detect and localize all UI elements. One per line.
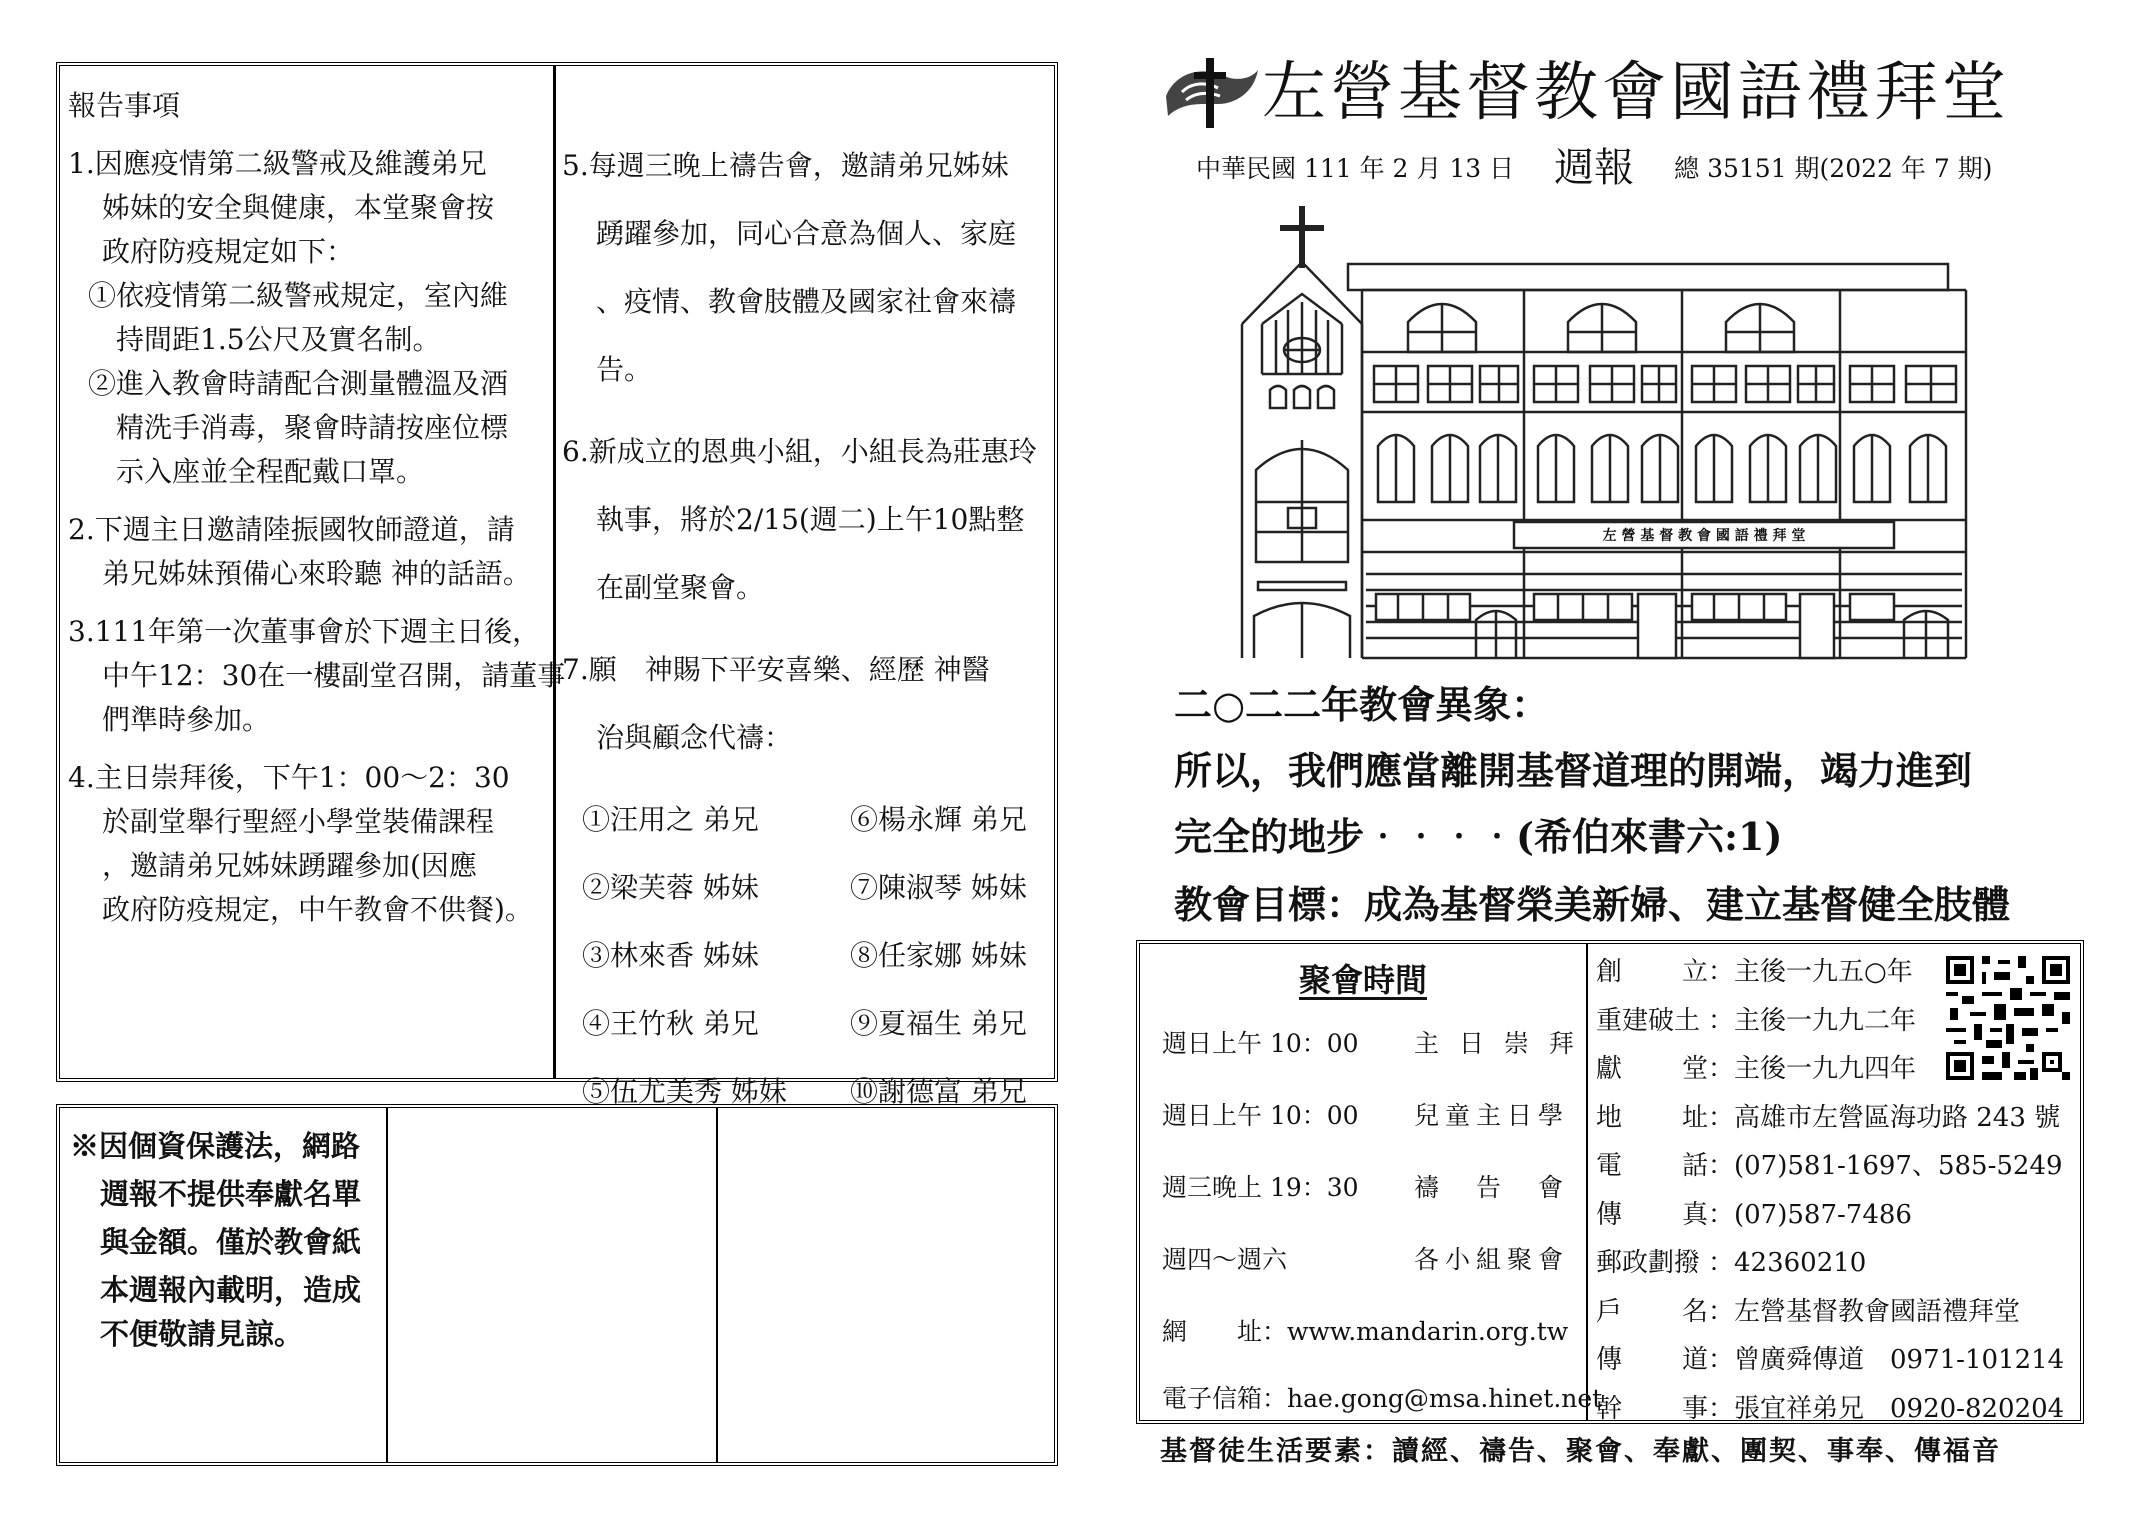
announcement-text: 示入座並全程配戴口罩。 [116, 455, 425, 488]
notice-text: 與金額。僅於教會紙 [100, 1225, 362, 1259]
fact-value: ：主後一九九四年 [1708, 1054, 1917, 1084]
prayer-name: ④王竹秋 弟兄 [582, 1007, 759, 1040]
meeting-time: 週三晚上 19：30 [1162, 1173, 1359, 1202]
church-building-illustration [1218, 202, 2002, 664]
fact-key: 立 [1681, 957, 1708, 987]
announcement-text: 、疫情、教會肢體及國家社會來禱 [596, 285, 1017, 318]
announcement-text: 在副堂聚會。 [596, 571, 765, 604]
fact-key: 事 [1681, 1393, 1708, 1424]
meeting-time: 週四～週六 [1162, 1245, 1288, 1274]
announcement-text: 治與顧念代禱： [596, 721, 793, 754]
website-link[interactable]: 網 址：www.mandarin.org.tw [1162, 1317, 1569, 1346]
meeting-row [1162, 1152, 1586, 1224]
fact-row [1596, 1288, 2080, 1337]
announcement-text: 6.新成立的恩典小組，小組長為莊惠玲 [562, 435, 1037, 468]
issue-number: 總 35151 期(2022 年 7 期) [1674, 154, 1993, 183]
fact-key: 電 [1596, 1151, 1623, 1181]
announcement-text: 精洗手消毒，聚會時請按座位標 [116, 411, 509, 444]
vision-title: 二○二二年教會異象： [1174, 682, 1550, 727]
announcement-text: 執事，將於2/15(週二)上午10點整 [596, 503, 1025, 536]
notice-text: 本週報內載明，造成 [100, 1273, 362, 1307]
fact-key: 道 [1681, 1345, 1708, 1375]
church-logo-icon [1162, 52, 1262, 132]
announcement-text: ，邀請弟兄姊妹踴躍參加(因應 [102, 849, 477, 882]
fact-row [1596, 1094, 2080, 1143]
announcement-item-4 [68, 756, 547, 932]
notice-text: 週報不提供奉獻名單 [100, 1177, 362, 1211]
fact-value: ：張宜祥弟兄 0920-820204 [1708, 1393, 2065, 1424]
fact-key: 傳 [1596, 1199, 1623, 1230]
announcement-text: 3.111年第一次董事會於下週主日後， [68, 615, 541, 648]
announcement-item-2 [68, 508, 547, 596]
fact-value: ：主後一九五○年 [1708, 957, 1913, 987]
building-sign: 左 營 基 督 教 會 國 語 禮 拜 堂 [1602, 528, 1806, 544]
announcement-text: 政府防疫規定，中午教會不供餐)。 [102, 893, 533, 926]
notice-text: 不便敬請見諒。 [100, 1317, 304, 1351]
privacy-notice [60, 1108, 388, 1462]
announcement-text: 踴躍參加，同心合意為個人、家庭 [596, 217, 1017, 250]
fact-key: 戶 [1596, 1296, 1623, 1327]
meeting-time: 週日上午 10：00 [1162, 1101, 1359, 1130]
meeting-name: 主 日 崇 拜 [1414, 1029, 1580, 1058]
meeting-time: 週日上午 10：00 [1162, 1029, 1359, 1058]
announcement-text: 中午12：30在一樓副堂召開，請董事 [102, 659, 566, 692]
notice-text: ※因個資保護法，網路 [70, 1129, 361, 1163]
church-vision [1174, 672, 2084, 940]
meeting-row [1162, 1080, 1586, 1152]
announcement-text: 政府防疫規定如下： [102, 235, 355, 268]
prayer-name: ⑧任家娜 姊妹 [850, 939, 1027, 972]
fact-key: 重建破土 [1596, 1005, 1701, 1036]
prayer-name: ⑨夏福生 弟兄 [850, 1007, 1027, 1040]
announcement-text: 姊妹的安全與健康，本堂聚會按 [102, 191, 495, 224]
fact-value: ：(07)581-1697、585-5249 [1708, 1151, 2063, 1181]
fact-key: 堂 [1681, 1054, 1708, 1084]
issue-info [1196, 146, 1992, 191]
fact-row [1596, 1142, 2080, 1191]
fact-key: 創 [1596, 957, 1623, 987]
christian-life-essentials: 基督徒生活要素：讀經、禱告、聚會、奉獻、團契、事奉、傳福音 [1160, 1436, 2001, 1467]
vision-verse: 完全的地步‧‧‧‧(希伯來書六:1) [1174, 814, 1783, 859]
fact-key: 幹 [1596, 1393, 1623, 1424]
announcement-text: 2.下週主日邀請陸振國牧師證道，請 [68, 513, 515, 546]
empty-cell [718, 1108, 1054, 1462]
meeting-name: 各小組聚會 [1414, 1245, 1570, 1274]
fact-key: 名 [1681, 1296, 1708, 1327]
announcement-text: 於副堂舉行聖經小學堂裝備課程 [102, 805, 495, 838]
announcement-item-1 [68, 142, 547, 494]
issue-date: 中華民國 111 年 2 月 13 日 [1196, 154, 1515, 183]
church-info-box [1136, 940, 2084, 1424]
announcement-text: 持間距1.5公尺及實名制。 [116, 323, 441, 356]
fact-key: 郵政劃撥 [1596, 1248, 1701, 1278]
fact-value: ：左營基督教會國語禮拜堂 [1708, 1296, 2021, 1327]
meeting-times [1140, 944, 1603, 1420]
meeting-name: 禱 告 會 [1414, 1173, 1570, 1202]
prayer-name: ⑥楊永輝 弟兄 [850, 803, 1027, 836]
announcement-item-6 [562, 418, 1048, 622]
fact-value: ：曾廣舜傳道 0971-101214 [1708, 1345, 2065, 1375]
church-goal: 教會目標：成為基督榮美新婦、建立基督健全肢體 [1174, 882, 2011, 927]
announcement-text: 1.因應疫情第二級警戒及維護弟兄 [68, 147, 487, 180]
announcement-text: 4.主日崇拜後，下午1：00～2：30 [68, 761, 510, 794]
fact-key: 獻 [1596, 1054, 1623, 1084]
weekly-label: 週報 [1554, 145, 1635, 191]
fact-key: 址 [1681, 1102, 1708, 1133]
fact-value: ：(07)587-7486 [1708, 1199, 1912, 1230]
announcement-text: ①依疫情第二級警戒規定，室內維 [88, 279, 509, 312]
fact-key: 真 [1681, 1199, 1708, 1230]
announcements-right-column [556, 66, 1054, 1108]
fact-row [1596, 1239, 2080, 1288]
announcement-item-7 [562, 636, 1048, 772]
announcement-text: 5.每週三晚上禱告會，邀請弟兄姊妹 [562, 149, 1009, 182]
fact-key: 話 [1681, 1151, 1708, 1181]
announcement-text: 告。 [596, 353, 653, 386]
prayer-name: ⑦陳淑琴 姊妹 [850, 871, 1027, 904]
email-link[interactable]: 電子信箱：hae.gong@msa.hinet.net [1162, 1384, 1603, 1413]
prayer-name: ⑩謝德富 弟兄 [850, 1075, 1027, 1108]
vision-verse: 所以，我們應當離開基督道理的開端，竭力進到 [1174, 748, 1973, 793]
announcement-text: 弟兄姊妹預備心來聆聽 神的話語。 [102, 557, 531, 590]
announcements-left-column [60, 66, 566, 1078]
announcement-item-5 [562, 132, 1048, 404]
fact-row [1596, 1385, 2080, 1434]
prayer-name: ③林來香 姊妹 [582, 939, 759, 972]
fact-key: 傳 [1596, 1345, 1623, 1375]
meeting-row [1162, 1008, 1586, 1080]
church-facts [1588, 944, 2080, 1424]
meeting-name: 兒童主日學 [1414, 1101, 1570, 1130]
fact-row [1596, 1191, 2080, 1240]
fact-value: ：高雄市左營區海功路 243 號 [1708, 1102, 2061, 1133]
qr-code-icon[interactable] [1946, 956, 2070, 1080]
prayer-name: ②梁芙蓉 姊妹 [582, 871, 759, 904]
meeting-row [1162, 1224, 1586, 1296]
fact-value: ：主後一九九二年 [1708, 1005, 1917, 1036]
announcement-text: ②進入教會時請配合測量體溫及酒 [88, 367, 509, 400]
prayer-name: ①汪用之 弟兄 [582, 803, 759, 836]
fact-key: 地 [1596, 1102, 1623, 1133]
prayer-list [562, 786, 1048, 1126]
prayer-name: ⑤伍尤美秀 姊妹 [582, 1075, 787, 1108]
announcement-item-3 [68, 610, 566, 742]
church-name-title: 左營基督教會國語禮拜堂 [1262, 56, 2010, 130]
announcements-heading: 報告事項 [68, 89, 181, 122]
empty-cell [388, 1108, 718, 1462]
fact-row [1596, 1336, 2080, 1385]
announcement-text: 7.願 神賜下平安喜樂、經歷 神醫 [562, 653, 990, 686]
fact-value: ：42360210 [1708, 1248, 1867, 1278]
announcement-text: 們準時參加。 [102, 703, 271, 736]
privacy-notice-box [56, 1104, 1058, 1466]
meeting-times-title: 聚會時間 [1298, 961, 1427, 999]
announcements-box [56, 62, 1058, 1108]
